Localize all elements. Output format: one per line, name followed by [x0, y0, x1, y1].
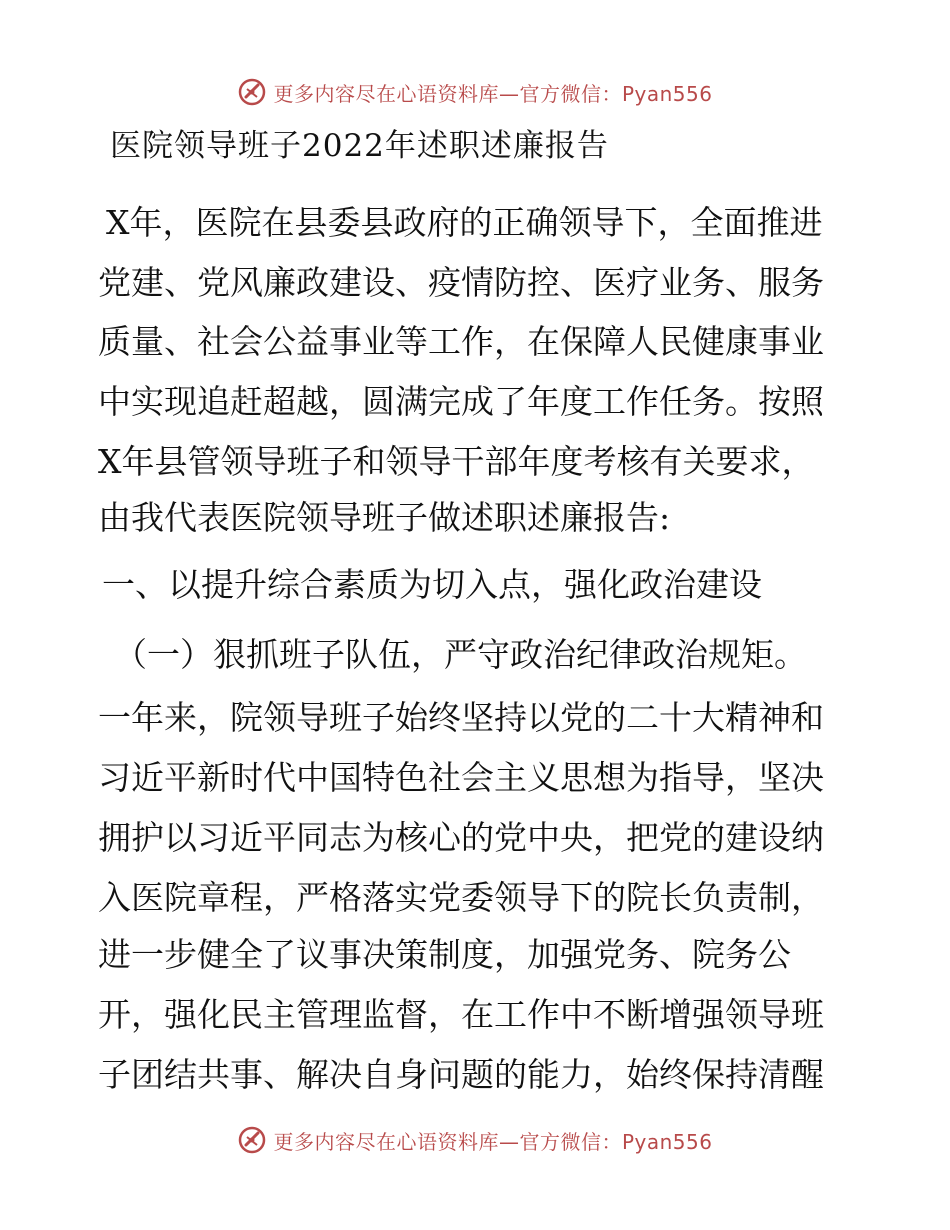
paragraph-line: 进一步健全了议事决策制度，加强党务、院务公 — [98, 935, 791, 974]
watermark-text: 更多内容尽在心语资料库—官方微信：Pyan556 — [273, 1129, 713, 1154]
watermark-text: 更多内容尽在心语资料库—官方微信：Pyan556 — [273, 81, 713, 106]
watermark-banner-top — [0, 72, 950, 112]
section-heading: 一、以提升综合素质为切入点，强化政治建设 — [102, 565, 762, 604]
paragraph-line: X年县管领导班子和领导干部年度考核有关要求， — [98, 442, 815, 481]
paragraph-line: 入医院章程，严格落实党委领导下的院长负责制， — [98, 878, 824, 917]
paragraph-line: 质量、社会公益事业等工作，在保障人民健康事业 — [98, 322, 824, 361]
paragraph-line: 中实现追赶超越，圆满完成了年度工作任务。按照 — [98, 382, 824, 421]
paragraph-line: 拥护以习近平同志为核心的党中央，把党的建设纳 — [98, 818, 824, 857]
paragraph-line: 党建、党风廉政建设、疫情防控、医疗业务、服务 — [98, 263, 824, 302]
paragraph-line: X年，医院在县委县政府的正确领导下，全面推进 — [106, 203, 823, 242]
paragraph-line: 开，强化民主管理监督，在工作中不断增强领导班 — [98, 995, 824, 1034]
watermark-banner-bottom — [0, 1120, 950, 1160]
paragraph-line: 由我代表医院领导班子做述职述廉报告: — [98, 498, 671, 537]
document-title: 医院领导班子2022年述职述廉报告 — [110, 128, 609, 164]
paragraph-line: 子团结共事、解决自身问题的能力，始终保持清醒 — [98, 1055, 824, 1094]
logo-icon — [237, 77, 267, 107]
logo-icon — [237, 1125, 267, 1155]
subsection-heading: （一）狠抓班子队伍，严守政治纪律政治规矩。 — [114, 635, 807, 674]
paragraph-line: 习近平新时代中国特色社会主义思想为指导，坚决 — [98, 758, 824, 797]
paragraph-line: 一年来，院领导班子始终坚持以党的二十大精神和 — [98, 698, 824, 737]
